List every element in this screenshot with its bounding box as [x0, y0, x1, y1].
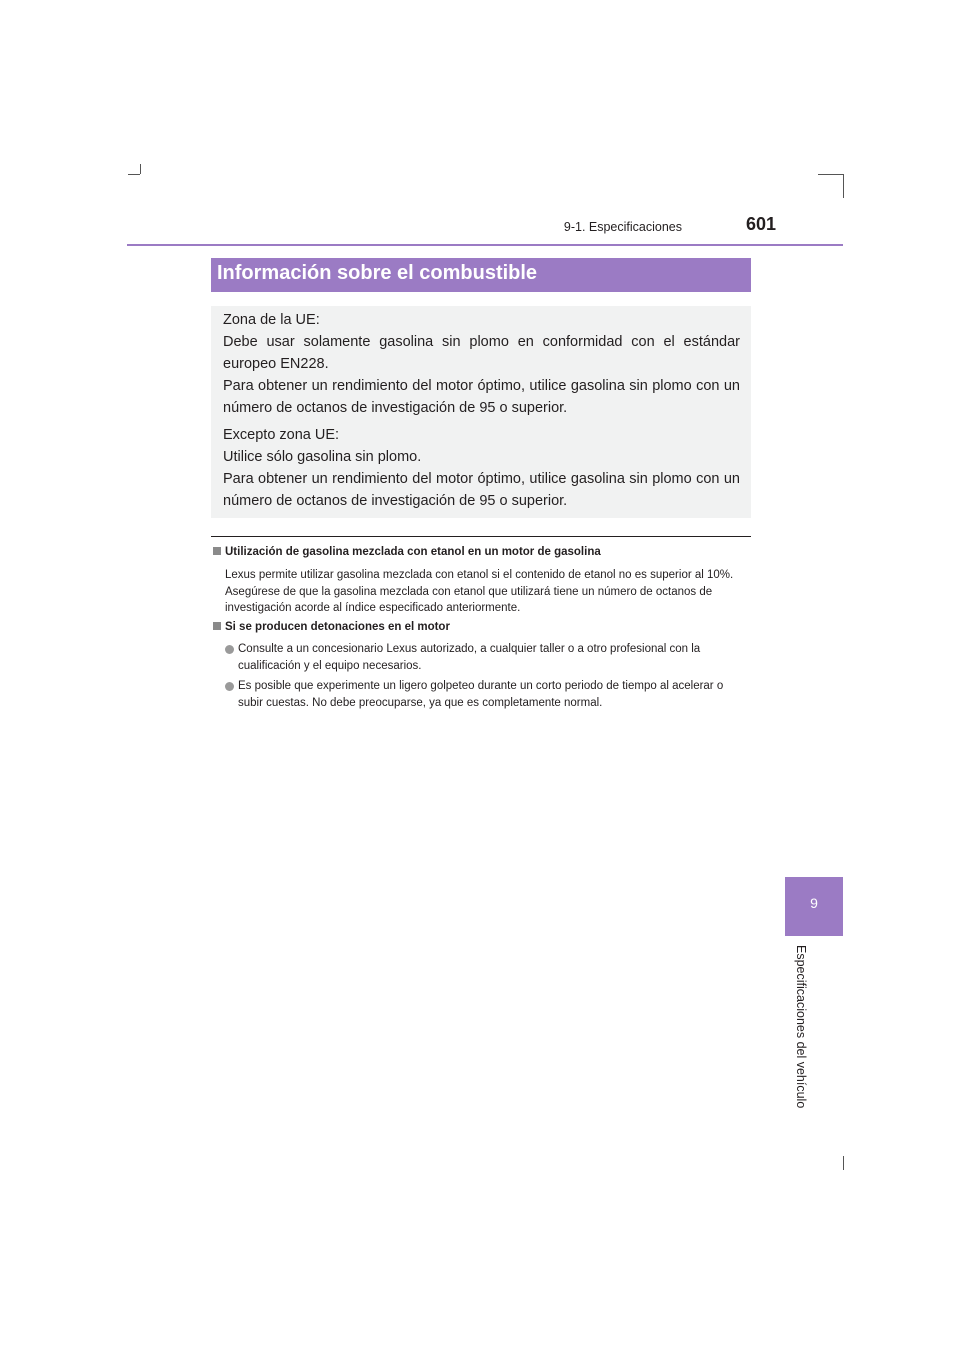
knock-bullet-normal-text: Es posible que experimente un ligero golpeteo durante un corto periodo de tiempo al acelerar o subir cuestas. No debe preocuparse, ya que es completamente normal. [238, 680, 724, 709]
knock-bullet-dealer-text: Consulte a un concesionario Lexus autorizado, a cualquier taller o a otro profesional con la cualificación y el equipo necesarios. [238, 643, 701, 672]
crop-mark-top-right [818, 174, 844, 175]
square-bullet-icon [213, 622, 221, 630]
circle-bullet-icon [225, 645, 234, 654]
eu-zone-heading: Zona de la UE: [223, 312, 320, 328]
ethanol-note-heading [213, 546, 601, 558]
non-eu-zone-unleaded: Utilice sólo gasolina sin plomo. [223, 449, 422, 465]
chapter-tab-number: 9 [810, 895, 818, 911]
header-rule [127, 244, 843, 246]
page-number: 601 [745, 214, 776, 234]
crop-mark-top-right-vertical [843, 174, 844, 198]
fuel-info-box [211, 306, 751, 518]
knock-heading-text: Si se producen detonaciones en el motor [225, 621, 450, 633]
crop-mark-bottom-right [843, 1156, 844, 1170]
chapter-side-label: Especificaciones del vehículo [794, 945, 808, 1109]
circle-bullet-icon [225, 682, 234, 691]
section-label: 9-1. Especificaciones [563, 220, 682, 234]
square-bullet-icon [213, 547, 221, 555]
ethanol-heading-text: Utilización de gasolina mezclada con etanol en un motor de gasolina [225, 546, 601, 558]
section-title-bar [211, 258, 751, 292]
eu-zone-standard: Debe usar solamente gasolina sin plomo en conformidad con el estándar europeo EN228. [223, 334, 740, 372]
section-title: Información sobre el combustible [217, 262, 538, 284]
crop-mark-top-left [128, 174, 140, 175]
non-eu-zone-heading: Excepto zona UE: [223, 427, 340, 443]
non-eu-zone-block [223, 424, 740, 512]
non-eu-zone-octane: Para obtener un rendimiento del motor óptimo, utilice gasolina sin plomo con un número de octanos de investigación de 95 o superior. [223, 471, 740, 509]
eu-zone-octane: Para obtener un rendimiento del motor óptimo, utilice gasolina sin plomo con un número de octanos de investigación de 95 o superior. [223, 378, 740, 416]
ethanol-note-text: Lexus permite utilizar gasolina mezclada con etanol si el contenido de etanol no es superior al 10%. Asegúrese de que la gasolina mezclada con etanol que utilizará tiene un número de octanos de investigación acorde al índice especificado anteriormente. [225, 569, 734, 614]
knock-note-heading [213, 621, 450, 633]
knock-bullet-normal [225, 678, 751, 711]
eu-zone-block [223, 309, 740, 419]
crop-mark-top-left-vertical [140, 164, 141, 174]
chapter-tab [785, 877, 843, 936]
knock-bullet-dealer [225, 641, 751, 674]
section-divider [211, 536, 751, 537]
